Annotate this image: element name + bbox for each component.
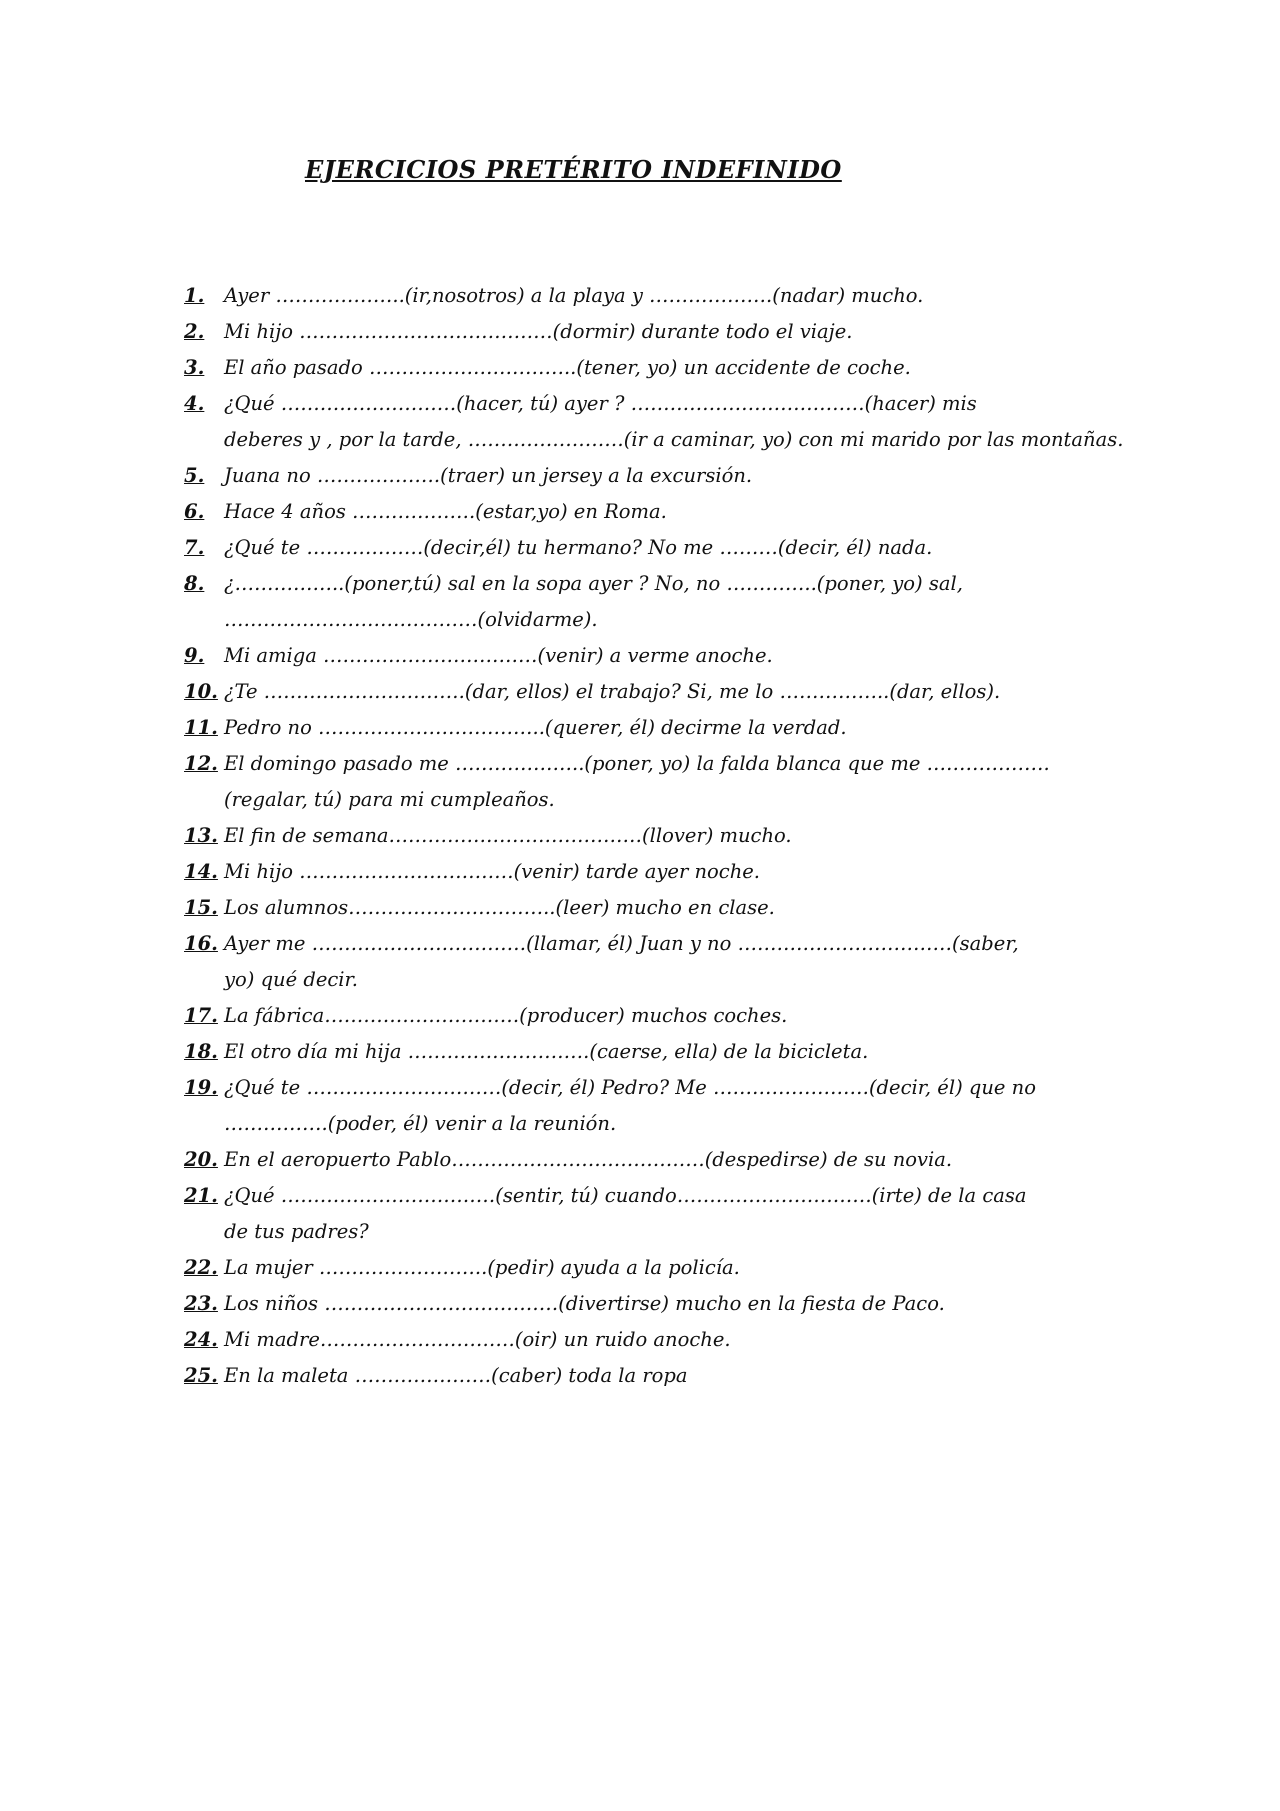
exercise-item bbox=[184, 458, 1144, 494]
exercise-line: …………….(poder, él) venir a la reunión. bbox=[224, 1112, 617, 1135]
exercise-number: 2. bbox=[184, 320, 205, 343]
exercise-text bbox=[224, 1142, 1144, 1178]
exercise-line: El domingo pasado me ………………..(poner, yo) la falda blanca que me ………………. bbox=[224, 752, 1050, 775]
exercise-text bbox=[224, 386, 1144, 458]
exercise-line: El otro día mi hija ……………………….(caerse, ella) de la bicicleta. bbox=[224, 1040, 869, 1063]
exercise-number: 1. bbox=[184, 284, 205, 307]
exercise-number: 15. bbox=[184, 896, 218, 919]
exercise-number: 19. bbox=[184, 1076, 218, 1099]
exercise-line: yo) qué decir. bbox=[224, 968, 358, 991]
exercise-text bbox=[224, 458, 1144, 494]
exercise-number: 10. bbox=[184, 680, 218, 703]
exercise-item bbox=[184, 1322, 1144, 1358]
exercise-number: 12. bbox=[184, 752, 218, 775]
exercise-text bbox=[224, 638, 1144, 674]
exercise-text bbox=[224, 1070, 1144, 1142]
exercise-item bbox=[184, 386, 1144, 458]
exercise-line: (regalar, tú) para mi cumpleaños. bbox=[224, 788, 555, 811]
exercise-number: 21. bbox=[184, 1184, 218, 1207]
exercise-text bbox=[224, 278, 1144, 314]
exercise-text bbox=[224, 1358, 1144, 1394]
exercise-text bbox=[224, 1250, 1144, 1286]
exercise-number: 14. bbox=[184, 860, 218, 883]
exercise-text bbox=[224, 1322, 1144, 1358]
exercise-number: 4. bbox=[184, 392, 205, 415]
exercise-item bbox=[184, 926, 1144, 998]
exercise-item bbox=[184, 674, 1144, 710]
exercise-line: Mi amiga ……………………………(venir) a verme anoche. bbox=[224, 644, 773, 667]
exercise-item bbox=[184, 530, 1144, 566]
exercise-number: 8. bbox=[184, 572, 205, 595]
exercise-text bbox=[224, 314, 1144, 350]
exercise-line: En la maleta …………………(caber) toda la ropa bbox=[224, 1364, 688, 1387]
exercise-line: …………………………………(olvidarme). bbox=[224, 608, 598, 631]
exercise-item bbox=[184, 746, 1144, 818]
exercise-item bbox=[184, 890, 1144, 926]
page-title: EJERCICIOS PRETÉRITO INDEFINIDO bbox=[305, 155, 842, 184]
exercise-text bbox=[224, 710, 1144, 746]
exercise-item bbox=[184, 350, 1144, 386]
exercise-item bbox=[184, 1286, 1144, 1322]
exercise-line: El fin de semana…………………………………(llover) mucho. bbox=[224, 824, 792, 847]
exercise-line: Los niños ………………………………(divertirse) mucho en la fiesta de Paco. bbox=[224, 1292, 945, 1315]
exercise-item bbox=[184, 1250, 1144, 1286]
exercise-text bbox=[224, 566, 1144, 638]
exercise-line: Pedro no ……………………………..(querer, él) decirme la verdad. bbox=[224, 716, 847, 739]
exercise-number: 3. bbox=[184, 356, 205, 379]
exercise-line: Ayer me ……………………………(llamar, él) Juan y no ……………………………(saber, bbox=[224, 932, 1019, 955]
exercise-number: 25. bbox=[184, 1364, 218, 1387]
exercise-number: 9. bbox=[184, 644, 205, 667]
exercise-text bbox=[224, 1286, 1144, 1322]
exercise-number: 13. bbox=[184, 824, 218, 847]
exercise-line: El año pasado …………………………..(tener, yo) un accidente de coche. bbox=[224, 356, 911, 379]
exercise-line: La fábrica…………………………(producer) muchos coches. bbox=[224, 1004, 788, 1027]
exercise-number: 23. bbox=[184, 1292, 218, 1315]
exercise-line: Juana no ……………….(traer) un jersey a la excursión. bbox=[224, 464, 753, 487]
exercise-number: 5. bbox=[184, 464, 205, 487]
exercise-item bbox=[184, 710, 1144, 746]
exercise-line: ¿Qué ………………………(hacer, tú) ayer ? ………………………………(hacer) mis bbox=[224, 392, 977, 415]
exercise-item bbox=[184, 494, 1144, 530]
exercise-line: ¿Qué te …………………………(decir, él) Pedro? Me ……………………(decir, él) que no bbox=[224, 1076, 1036, 1099]
exercise-text bbox=[224, 530, 1144, 566]
exercise-line: La mujer ……………………..(pedir) ayuda a la policía. bbox=[224, 1256, 740, 1279]
exercise-text bbox=[224, 674, 1144, 710]
exercise-number: 7. bbox=[184, 536, 205, 559]
exercise-line: Mi madre…………………………(oir) un ruido anoche. bbox=[224, 1328, 731, 1351]
exercise-number: 20. bbox=[184, 1148, 218, 1171]
exercise-item bbox=[184, 314, 1144, 350]
exercise-item bbox=[184, 278, 1144, 314]
exercise-item bbox=[184, 1358, 1144, 1394]
exercise-line: ¿Qué ……………………………(sentir, tú) cuando…………………………(irte) de la casa bbox=[224, 1184, 1027, 1207]
exercise-text bbox=[224, 494, 1144, 530]
exercise-line: Mi hijo ……………………………(venir) tarde ayer noche. bbox=[224, 860, 760, 883]
exercise-text bbox=[224, 746, 1144, 818]
exercise-text bbox=[224, 854, 1144, 890]
exercise-number: 24. bbox=[184, 1328, 218, 1351]
exercise-number: 11. bbox=[184, 716, 218, 739]
exercise-text bbox=[224, 1178, 1144, 1250]
exercise-number: 22. bbox=[184, 1256, 218, 1279]
exercise-line: Hace 4 años ……………….(estar,yo) en Roma. bbox=[224, 500, 667, 523]
exercise-item bbox=[184, 818, 1144, 854]
exercise-line: Los alumnos…………………………..(leer) mucho en clase. bbox=[224, 896, 775, 919]
exercise-item bbox=[184, 1178, 1144, 1250]
exercise-text bbox=[224, 890, 1144, 926]
exercise-number: 6. bbox=[184, 500, 205, 523]
exercise-item bbox=[184, 854, 1144, 890]
exercise-line: ¿……………..(poner,tú) sal en la sopa ayer ? No, no …………..(poner, yo) sal, bbox=[224, 572, 963, 595]
exercise-number: 18. bbox=[184, 1040, 218, 1063]
exercise-line: de tus padres? bbox=[224, 1220, 369, 1243]
exercise-item bbox=[184, 638, 1144, 674]
exercise-item bbox=[184, 1034, 1144, 1070]
exercise-item bbox=[184, 1070, 1144, 1142]
exercise-text bbox=[224, 926, 1144, 998]
exercise-line: En el aeropuerto Pablo…………………………………(despedirse) de su novia. bbox=[224, 1148, 953, 1171]
exercise-line: ¿Qué te ………………(decir,él) tu hermano? No me ………(decir, él) nada. bbox=[224, 536, 933, 559]
exercise-text bbox=[224, 350, 1144, 386]
exercise-item bbox=[184, 998, 1144, 1034]
exercise-number: 17. bbox=[184, 1004, 218, 1027]
exercise-line: ¿Te ………………………….(dar, ellos) el trabajo? Si, me lo ……………..(dar, ellos). bbox=[224, 680, 1001, 703]
exercise-item bbox=[184, 566, 1144, 638]
exercise-line: Ayer ………………..(ir,nosotros) a la playa y ……………….(nadar) mucho. bbox=[224, 284, 924, 307]
exercise-item bbox=[184, 1142, 1144, 1178]
exercise-text bbox=[224, 818, 1144, 854]
exercise-text bbox=[224, 998, 1144, 1034]
exercise-line: deberes y , por la tarde, ……………………(ir a caminar, yo) con mi marido por las montañas. bbox=[224, 428, 1124, 451]
exercise-text bbox=[224, 1034, 1144, 1070]
exercise-number: 16. bbox=[184, 932, 218, 955]
exercise-list bbox=[184, 278, 1144, 1394]
exercise-line: Mi hijo …………………………………(dormir) durante todo el viaje. bbox=[224, 320, 853, 343]
